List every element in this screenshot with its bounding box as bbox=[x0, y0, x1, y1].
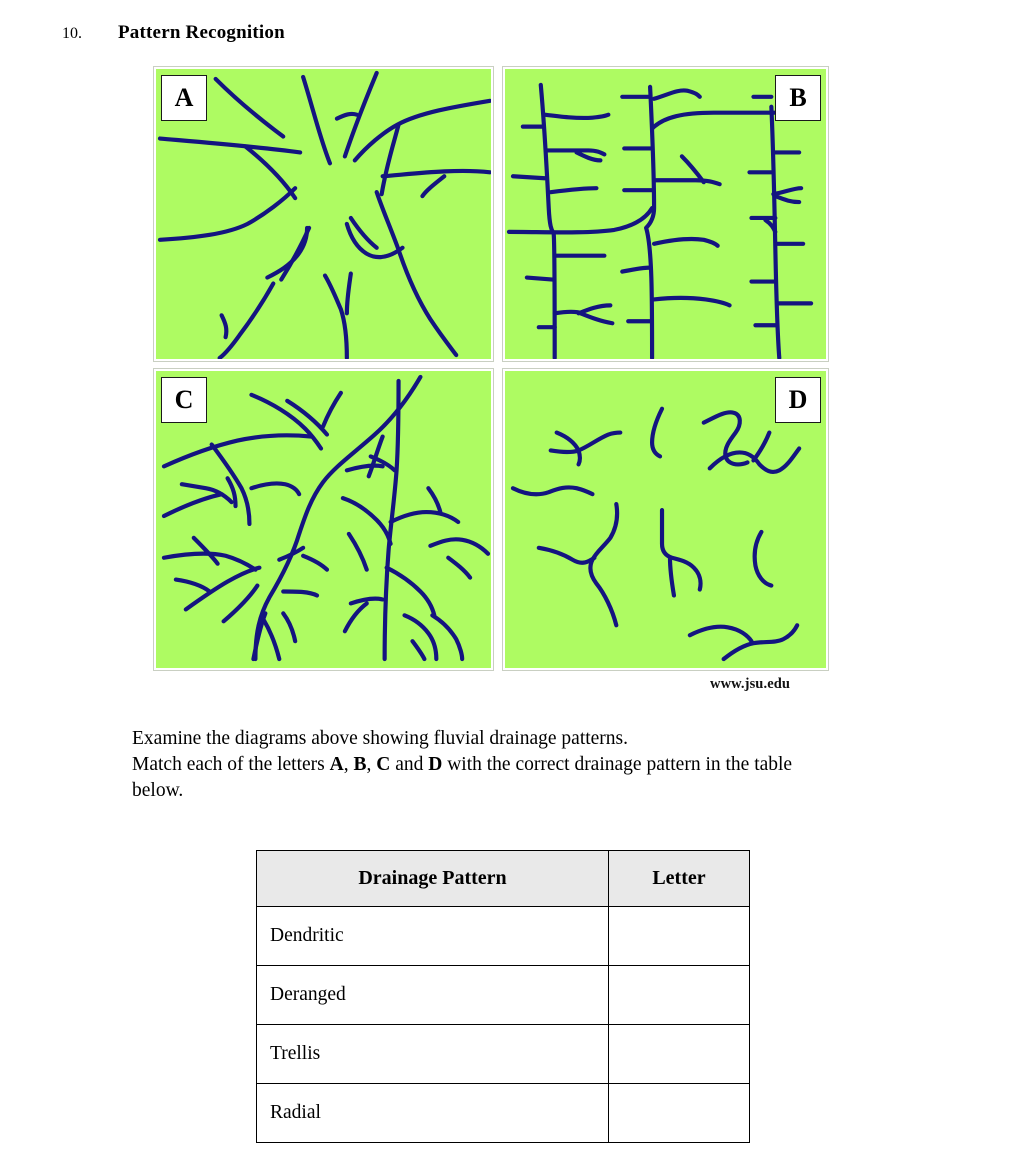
answer-table bbox=[256, 850, 750, 1143]
instruction-sep-2: , bbox=[366, 754, 377, 775]
table-row bbox=[257, 1084, 750, 1143]
panel-label-a: A bbox=[161, 75, 207, 121]
header-letter: Letter bbox=[609, 851, 750, 907]
table-row bbox=[257, 1025, 750, 1084]
page-title bbox=[62, 22, 285, 44]
instruction-line-3: below. bbox=[132, 780, 184, 801]
question-number: 10. bbox=[62, 25, 82, 42]
panel-label-b: B bbox=[775, 75, 821, 121]
pattern-label-trellis: Trellis bbox=[257, 1025, 609, 1084]
panel-label-d: D bbox=[775, 377, 821, 423]
answer-cell-trellis[interactable] bbox=[609, 1025, 750, 1084]
pattern-label-deranged: Deranged bbox=[257, 966, 609, 1025]
answer-cell-radial[interactable] bbox=[609, 1084, 750, 1143]
question-title: Pattern Recognition bbox=[118, 22, 285, 43]
panel-b-trellis bbox=[502, 66, 829, 362]
letter-ref-c: C bbox=[376, 754, 391, 775]
drainage-pattern-figure bbox=[153, 66, 829, 671]
answer-cell-deranged[interactable] bbox=[609, 966, 750, 1025]
header-drainage-pattern: Drainage Pattern bbox=[257, 851, 609, 907]
source-caption: www.jsu.edu bbox=[710, 676, 791, 692]
instruction-line-1: Examine the diagrams above showing fluvial drainage patterns. bbox=[132, 728, 629, 749]
instruction-line-2-part-2: with the correct drainage pattern in the table bbox=[442, 754, 793, 775]
panel-c-dendritic bbox=[153, 368, 494, 671]
pattern-label-dendritic: Dendritic bbox=[257, 907, 609, 966]
panel-label-c: C bbox=[161, 377, 207, 423]
letter-ref-d: D bbox=[428, 754, 443, 775]
table-header-row bbox=[257, 851, 750, 907]
table-row bbox=[257, 907, 750, 966]
instruction-line-2 bbox=[132, 752, 922, 778]
pattern-label-radial: Radial bbox=[257, 1084, 609, 1143]
panel-d-deranged bbox=[502, 368, 829, 671]
table-row bbox=[257, 966, 750, 1025]
instruction-line-2-part-1: Match each of the letters bbox=[132, 754, 330, 775]
instructions-text bbox=[132, 726, 922, 804]
letter-ref-b: B bbox=[353, 754, 367, 775]
instruction-sep-1: , bbox=[343, 754, 354, 775]
instruction-sep-3: and bbox=[390, 754, 429, 775]
answer-cell-dendritic[interactable] bbox=[609, 907, 750, 966]
panel-a-radial bbox=[153, 66, 494, 362]
letter-ref-a: A bbox=[329, 754, 344, 775]
